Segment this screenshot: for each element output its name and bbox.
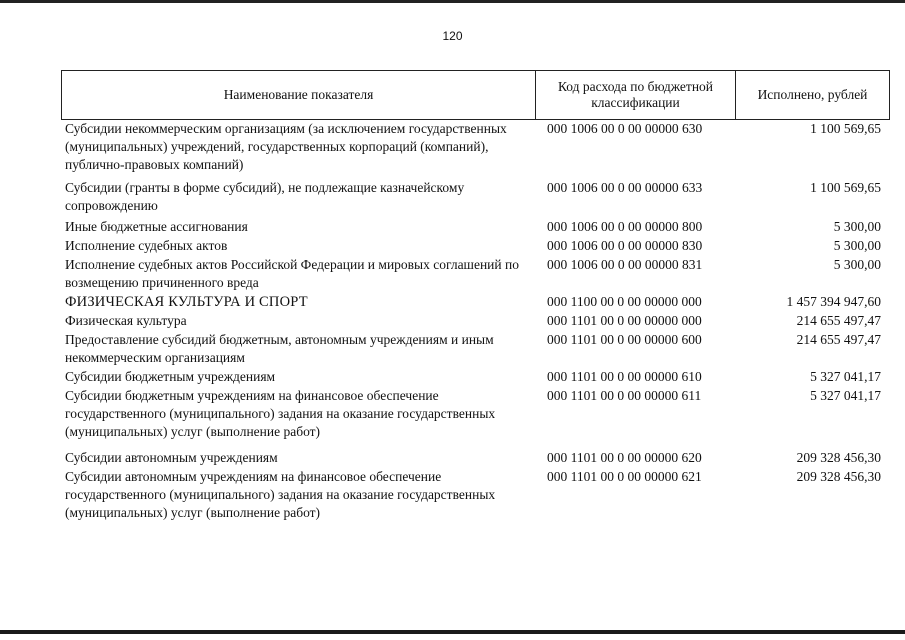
row-name: Субсидии автономным учреждениям на финансовое обеспечение государственного (муниципального) задания на оказание государственных (муниципальных) услуг (выполнение работ)	[65, 469, 496, 520]
table-row	[61, 218, 890, 236]
row-name: Физическая культура	[65, 313, 187, 328]
row-name: Исполнение судебных актов Российской Федерации и мировых соглашений по возмещению причиненного вреда	[65, 257, 519, 290]
row-amount: 209 328 456,30	[796, 469, 881, 484]
row-code: 000 1101 00 0 00 00000 621	[547, 469, 702, 484]
row-name: Предоставление субсидий бюджетным, автономным учреждениям и иным некоммерческим организациям	[65, 332, 494, 365]
row-amount: 5 327 041,17	[810, 369, 881, 384]
table-row	[61, 449, 890, 467]
table-row	[61, 468, 890, 522]
header-amount: Исполнено, рублей	[757, 87, 868, 102]
row-code: 000 1101 00 0 00 00000 620	[547, 450, 702, 465]
section-row	[61, 293, 890, 311]
header-name: Наименование показателя	[62, 71, 536, 119]
row-name: Субсидии бюджетным учреждениям	[65, 369, 276, 384]
row-amount: 5 327 041,17	[810, 388, 881, 403]
row-amount: 1 100 569,65	[810, 121, 881, 136]
table-row	[61, 331, 890, 367]
table-row	[61, 179, 890, 215]
row-amount: 214 655 497,47	[796, 313, 881, 328]
header-code: Код расхода по бюджетной классификации	[536, 71, 736, 119]
row-code: 000 1100 00 0 00 00000 000	[547, 294, 702, 309]
table-row	[61, 237, 890, 255]
row-name: Субсидии автономным учреждениям	[65, 450, 278, 465]
section-title: ФИЗИЧЕСКАЯ КУЛЬТУРА И СПОРТ	[65, 294, 308, 310]
row-amount: 5 300,00	[833, 219, 881, 234]
row-code: 000 1101 00 0 00 00000 600	[547, 332, 702, 347]
row-code: 000 1006 00 0 00 00000 830	[547, 238, 703, 253]
table-row	[61, 368, 890, 386]
row-name: Субсидии (гранты в форме субсидий), не подлежащие казначейскому сопровождению	[65, 180, 465, 213]
row-code: 000 1006 00 0 00 00000 630	[547, 121, 703, 136]
page-number: 120	[442, 29, 463, 43]
row-code: 000 1006 00 0 00 00000 633	[547, 180, 703, 195]
row-code: 000 1006 00 0 00 00000 800	[547, 219, 703, 234]
row-amount: 5 300,00	[833, 238, 881, 253]
row-code: 000 1006 00 0 00 00000 831	[547, 257, 703, 272]
table-body	[61, 120, 890, 522]
table-row	[61, 312, 890, 330]
row-name: Иные бюджетные ассигнования	[65, 219, 248, 234]
table-header	[61, 70, 890, 120]
row-amount: 1 457 394 947,60	[786, 294, 881, 309]
table-row	[61, 120, 890, 174]
row-amount: 214 655 497,47	[796, 332, 881, 347]
table-row	[61, 387, 890, 441]
row-amount: 1 100 569,65	[810, 180, 881, 195]
row-code: 000 1101 00 0 00 00000 610	[547, 369, 702, 384]
row-code: 000 1101 00 0 00 00000 611	[547, 388, 702, 403]
row-code: 000 1101 00 0 00 00000 000	[547, 313, 702, 328]
table-row	[61, 256, 890, 292]
row-name: Исполнение судебных актов	[65, 238, 228, 253]
top-border-rule	[0, 0, 905, 3]
bottom-border-rule	[0, 630, 905, 634]
row-name: Субсидии бюджетным учреждениям на финансовое обеспечение государственного (муниципального) задания на оказание государственных (муниципальных) услуг (выполнение работ)	[65, 388, 496, 439]
row-amount: 5 300,00	[833, 257, 881, 272]
row-amount: 209 328 456,30	[796, 450, 881, 465]
row-name: Субсидии некоммерческим организациям (за исключением государственных (муниципальных) учреждений, государственных корпораций (компаний), публично-правовых компаний)	[65, 121, 507, 172]
